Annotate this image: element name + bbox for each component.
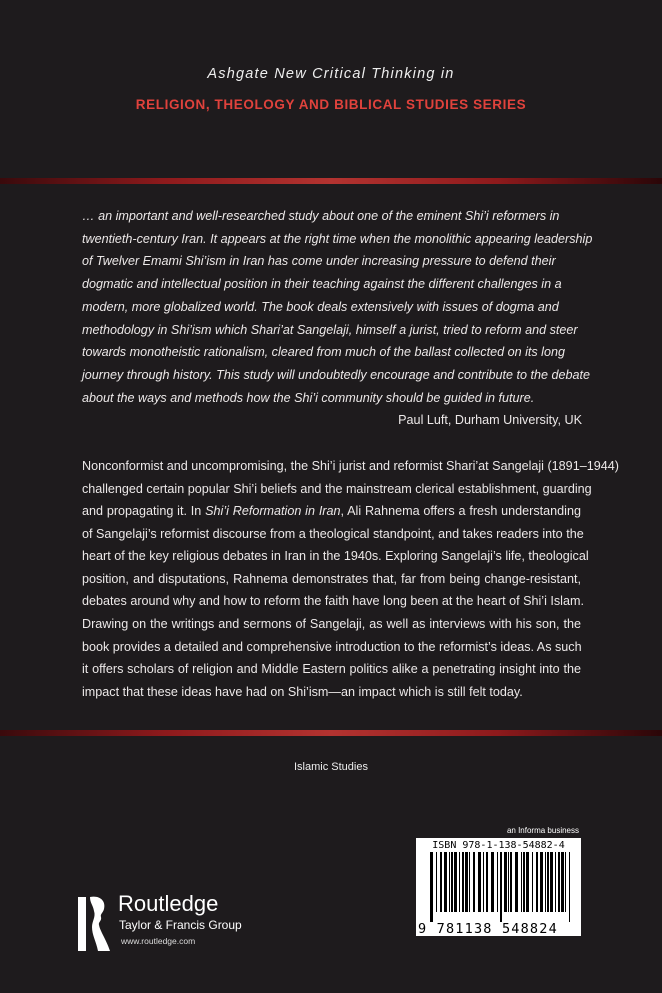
barcode-bar: [451, 852, 453, 912]
description-line: position, and disputations, Rahnema demonstrates that, far from being change-resistant,: [82, 571, 581, 586]
barcode-bar: [500, 852, 502, 922]
barcode-bar: [436, 852, 437, 912]
barcode-bar: [478, 852, 481, 912]
quote-line: towards monotheistic rationalism, cleared from much of the ballast collected on its long: [82, 345, 565, 360]
publisher-url: www.routledge.com: [121, 936, 196, 946]
publisher-name: Routledge: [118, 891, 219, 916]
barcode-bar: [449, 852, 450, 912]
description-paragraph-2: [82, 613, 581, 703]
barcode-bar: [547, 852, 549, 912]
barcode-bars: [430, 852, 570, 922]
description-line: of Sangelaji’s reformist discourse from a theological standpoint, and takes readers into the: [82, 526, 584, 541]
barcode-bar: [555, 852, 556, 912]
barcode-bar: [473, 852, 475, 912]
quote-line: of Twelver Emami Shi’ism in Iran has come under increasing pressure to defend their: [82, 254, 556, 269]
isbn-text: ISBN 978-1-138-54882-4: [432, 840, 565, 851]
description-line: Drawing on the writings and sermons of Sangelaji, as well as interviews with his son, the: [82, 617, 581, 631]
quote-line: dogmatic and intellectual position in their teaching against the different challenges in a: [82, 277, 562, 292]
description-line: book provides a detailed and comprehensive introduction to the reformist’s ideas. As such: [82, 639, 582, 654]
barcode-bar: [550, 852, 553, 912]
text: , Ali Rahnema offers a fresh understanding: [340, 504, 581, 518]
quote-line: about the ways and methods how the Shi’i community should be guided in future.: [82, 390, 535, 405]
endorsement-quote: [82, 205, 593, 432]
barcode-bar: [459, 852, 460, 912]
book-title: Shi’i Reformation in Iran: [205, 504, 341, 518]
series-label: Ashgate New Critical Thinking in: [207, 66, 455, 82]
barcode-bar: [440, 852, 442, 912]
barcode-bar: [491, 852, 494, 912]
bottom-divider: [0, 730, 662, 736]
description-line: impact that these ideas have had on Shi’ism—an impact which is still felt today.: [82, 684, 523, 699]
description-line: heart of the key religious debates in Iran in the 1940s. Exploring Sangelaji’s life, theological: [82, 549, 589, 563]
barcode-bar: [454, 852, 457, 912]
isbn-barcode: [416, 838, 581, 936]
subject-category: Islamic Studies: [294, 761, 368, 773]
barcode-number: 9 781138 548824: [418, 921, 558, 937]
quote-line: … an important and well-researched study about one of the eminent Shi’i reformers in: [82, 209, 560, 223]
barcode-bar: [521, 852, 522, 912]
barcode-bar: [545, 852, 546, 912]
quote-line: modern, more globalized world. The book deals extensively with issues of dogma and: [82, 299, 559, 314]
barcode-bar: [462, 852, 464, 912]
barcode-bar: [515, 852, 518, 912]
description-line: Nonconformist and uncompromising, the Shi’i jurist and reformist Shari’at Sangelaji (1891–1944): [82, 459, 619, 473]
quote-line: methodology in Shi’ism which Shari’at Sangelaji, himself a jurist, tried to reform and steer: [82, 322, 578, 337]
barcode-bar: [469, 852, 470, 912]
barcode-bar: [504, 852, 507, 912]
barcode-bar: [536, 852, 538, 912]
barcode-bar: [540, 852, 543, 912]
description-line: debates around why and how to reform the faith have long been at the heart of Shi’i Islam.: [82, 594, 584, 608]
barcode-bar: [497, 852, 498, 912]
barcode-bar: [558, 852, 560, 912]
barcode-bar: [561, 852, 564, 912]
barcode-bar: [569, 852, 570, 922]
barcode-bar: [486, 852, 488, 912]
barcode-bar: [483, 852, 484, 912]
description-paragraph-1: [82, 455, 619, 613]
barcode-bar: [508, 852, 509, 912]
routledge-head-icon: [78, 895, 112, 953]
quote-line: twentieth-century Iran. It appears at the right time when the monolithic appearing leadership: [82, 231, 593, 246]
series-title: RELIGION, THEOLOGY AND BIBLICAL STUDIES SERIES: [135, 97, 527, 112]
quote-line: journey through history. This study will undoubtedly encourage and contribute to the debate: [82, 367, 591, 382]
barcode-bar: [430, 852, 433, 922]
barcode-bar: [532, 852, 533, 912]
barcode-bar: [510, 852, 512, 912]
barcode-bar: [444, 852, 447, 912]
description-line: challenged certain popular Shi’i beliefs and the mainstream clerical establishment, guarding: [82, 481, 592, 496]
description-line: [82, 500, 581, 523]
text: and propagating it. In: [82, 504, 206, 518]
barcode-bar: [526, 852, 529, 912]
barcode-bar: [523, 852, 525, 912]
quote-attribution: Paul Luft, Durham University, UK: [398, 413, 582, 428]
informa-tagline: an Informa business: [506, 826, 579, 835]
top-divider: [0, 178, 662, 184]
description-line: it offers scholars of religion and Middle Eastern politics alike a penetrating insight into the: [82, 662, 581, 676]
publisher-group: Taylor & Francis Group: [119, 918, 242, 932]
barcode-bar: [565, 852, 566, 912]
barcode-bar: [465, 852, 468, 912]
